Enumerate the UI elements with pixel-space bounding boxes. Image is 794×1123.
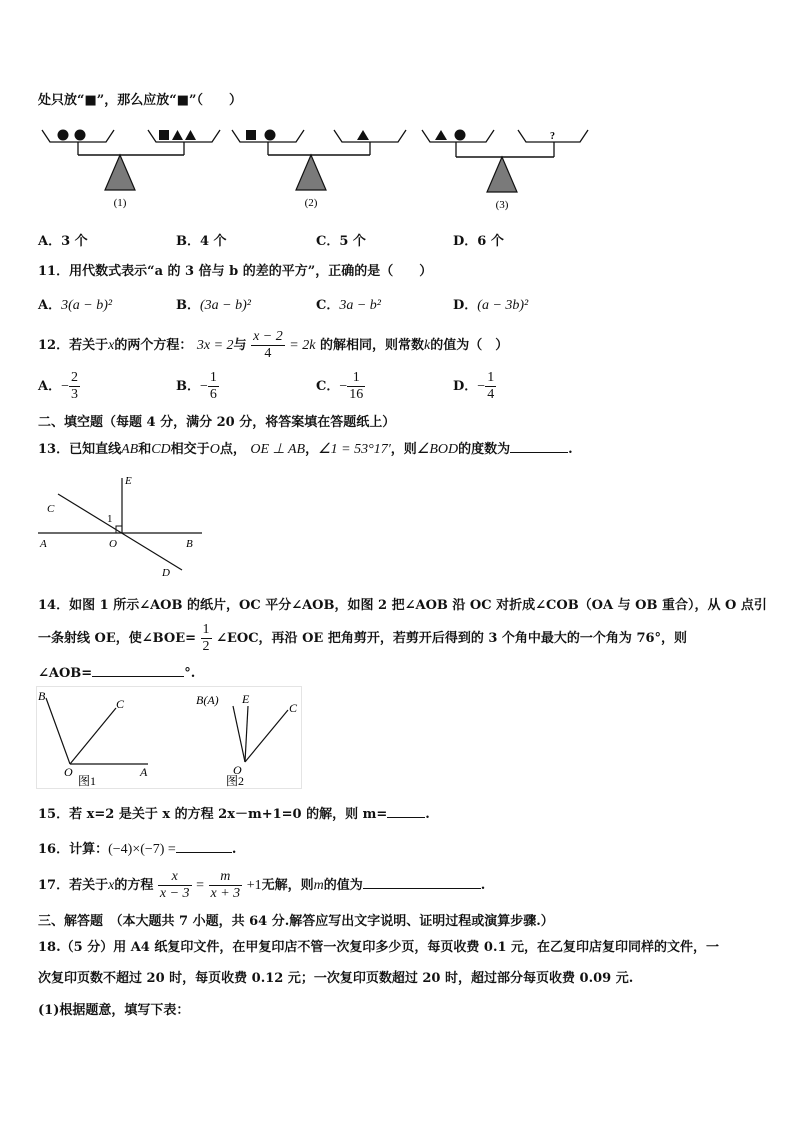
q13-label-d: D — [162, 567, 170, 579]
q17-f2-num: m — [209, 869, 243, 886]
q14-f1-label-c: C — [116, 697, 125, 711]
intro-line: 处只放“■”，那么应放“■”（ ） — [38, 93, 242, 108]
q14-f1-label-o: O — [64, 765, 73, 779]
q13-line-ab: AB — [121, 442, 139, 457]
q13-t4: 点， — [219, 442, 246, 457]
q11-option-a-label: A． — [38, 298, 62, 313]
q11-option-d — [453, 294, 528, 314]
q14-figures — [36, 686, 306, 790]
square-shape — [246, 130, 256, 140]
balance-3 — [422, 130, 588, 212]
q17-var-x: x — [108, 878, 115, 893]
q14-line3-post: °. — [184, 666, 196, 681]
q11-option-c-label: C． — [316, 298, 340, 313]
triangle-shape — [357, 130, 369, 140]
q17-f1-den: x − 3 — [159, 886, 190, 901]
q12-with: 与 — [233, 338, 247, 353]
question-mark: ? — [550, 131, 555, 142]
q12-frac-den: 4 — [264, 346, 272, 361]
triangle-shape — [185, 130, 196, 140]
q12-option-b-den: 6 — [209, 387, 217, 402]
minus-sign: − — [339, 379, 348, 394]
answer-blank — [92, 664, 184, 677]
q11-option-a-expr: 3(a − b)² — [61, 298, 113, 313]
q12-frac-num: x − 2 — [253, 329, 283, 344]
q12-var-x: x — [108, 338, 115, 353]
q13-stem — [38, 438, 573, 458]
q12-option-a-num: 2 — [71, 370, 78, 385]
q11-option-c — [316, 294, 381, 314]
q14-figure-1 — [38, 689, 148, 788]
minus-sign: − — [200, 379, 208, 394]
q17-post: 无解，则 — [261, 878, 314, 893]
section-3-heading: 三、解答题 （本大题共 7 小题，共 64 分.解答应写出文字说明、证明过程或演算步骤.） — [38, 914, 554, 929]
q13-figure — [34, 470, 209, 582]
balance-1 — [42, 130, 220, 210]
q17-tail: 的值为 — [323, 878, 363, 893]
q12-eq1: 3x = 2 — [196, 338, 234, 353]
circle-shape — [455, 130, 466, 141]
q12-option-d-label: D． — [453, 379, 478, 394]
q13-t7: 的度数为 — [458, 442, 511, 457]
q13-t8: . — [568, 442, 573, 457]
circle-shape — [265, 130, 276, 141]
q15-post: . — [425, 807, 430, 822]
circle-shape — [58, 130, 69, 141]
q18-line1: 18.（5 分）用 A4 纸复印文件，在甲复印店不管一次复印多少页，每页收费 0.1 元，在乙复印店复印同样的文件，一 — [38, 940, 720, 955]
balance-3-label: (3) — [495, 199, 509, 211]
q13-t5: ， — [305, 442, 319, 457]
q14-line1: 14．如图 1 所示∠AOB 的纸片，OC 平分∠AOB，如图 2 把∠AOB 沿 OC 对折成∠COB（OA 与 OB 重合），从 O 点引 — [38, 598, 767, 613]
balance-2-label: (2) — [304, 197, 318, 209]
q17-var-m: m — [313, 878, 324, 893]
minus-sign: − — [61, 379, 69, 394]
answer-blank — [387, 805, 425, 818]
q17-fraction-2 — [209, 869, 243, 902]
q12-mid2: 的解相同，则常数 — [319, 338, 424, 353]
q10-option-b: B．4 个 — [176, 234, 227, 249]
q14-f2-label-ba: B(A) — [196, 693, 219, 707]
fulcrum — [487, 157, 517, 192]
q14-figure-2 — [196, 692, 298, 788]
q12-prefix: 12．若关于 — [38, 338, 109, 353]
q13-cond2: ∠1 = 53°17′ — [318, 442, 391, 457]
q13-label-1: 1 — [107, 513, 113, 525]
fulcrum — [296, 155, 326, 190]
q14-f2-label-o: O — [233, 763, 242, 777]
q17-f2-den: x + 3 — [210, 886, 241, 901]
q11-option-d-label: D． — [453, 298, 478, 313]
q14-frac-num: 1 — [202, 622, 210, 637]
q17-fraction-1 — [158, 869, 192, 902]
q12-option-b-label: B． — [176, 379, 200, 394]
q11-stem: 11．用代数式表示“a 的 3 倍与 b 的差的平方”，正确的是（ ） — [38, 264, 433, 279]
q13-t3: 相交于 — [170, 442, 210, 457]
q13-label-c: C — [47, 503, 55, 515]
q14-line2 — [38, 622, 687, 655]
q12-option-a-label: A． — [38, 379, 62, 394]
q17-pre: 17．若关于 — [38, 878, 109, 893]
q12-suffix: 的值为（ ） — [430, 338, 509, 353]
q15-stem — [38, 803, 430, 822]
q15-pre: 15．若 x=2 是关于 x 的方程 2x－m+1=0 的解，则 m= — [38, 807, 388, 822]
q14-line2-pre: 一条射线 OE，使∠BOE= — [38, 631, 197, 646]
q16-stem — [38, 838, 236, 858]
q13-point-o: O — [209, 442, 220, 457]
q14-f2-caption: 图2 — [226, 774, 245, 788]
circle-shape — [75, 130, 86, 141]
q13-label-a: A — [40, 538, 47, 550]
q10-option-c: C．5 个 — [316, 234, 366, 249]
q12-mid1: 的两个方程： — [114, 338, 193, 353]
q13-line-cd: CD — [151, 442, 171, 457]
q10-option-a: A．3 个 — [38, 234, 88, 249]
q17-mid: 的方程 — [114, 878, 154, 893]
q12-option-d-den: 4 — [487, 387, 495, 402]
q12-fraction — [251, 329, 285, 362]
q12-option-a-frac — [69, 370, 80, 403]
answer-blank — [176, 840, 232, 853]
q14-line2-post: ∠EOC，再沿 OE 把角剪开，若剪开后得到的 3 个角中最大的一个角为 76°，则 — [216, 631, 688, 646]
q12-option-c — [316, 370, 365, 403]
q14-f2-label-c: C — [289, 701, 298, 715]
q13-t1: 13．已知直线 — [38, 442, 122, 457]
q16-post: . — [231, 842, 237, 857]
balance-2 — [232, 130, 406, 210]
q13-label-b: B — [186, 538, 193, 550]
balance-1-label: (1) — [113, 197, 127, 209]
q14-line3 — [38, 664, 195, 681]
q11-option-b-expr: (3a − b)² — [200, 298, 251, 313]
q11-option-b — [176, 294, 251, 314]
square-shape — [159, 130, 169, 140]
q12-option-c-den: 16 — [349, 387, 364, 402]
triangle-shape — [435, 130, 447, 140]
q12-option-c-frac — [347, 370, 365, 403]
q12-option-b-frac — [208, 370, 219, 403]
q16-pre: 16．计算： — [38, 842, 109, 857]
q17-stem — [38, 869, 485, 902]
minus-sign: − — [477, 379, 486, 394]
q10-option-d: D．6 个 — [453, 234, 504, 249]
q17-eq: = — [196, 878, 204, 893]
q12-option-b — [176, 370, 219, 403]
q18-line2: 次复印页数不超过 20 时，每页收费 0.12 元；一次复印页数超过 20 时，超过部分每页收费 0.09 元. — [38, 971, 634, 986]
answer-blank — [363, 876, 481, 889]
q14-line3-pre: ∠AOB= — [38, 666, 93, 681]
q17-f1-num: x — [158, 869, 192, 886]
q16-expr: (−4)×(−7) = — [108, 842, 176, 857]
q14-f1-caption: 图1 — [78, 774, 97, 788]
q13-cond1: OE ⊥ AB — [250, 442, 306, 457]
answer-blank — [510, 440, 568, 453]
q11-option-d-expr: (a − 3b)² — [477, 298, 529, 313]
q12-option-d — [453, 370, 496, 403]
q12-option-c-num: 1 — [347, 370, 365, 387]
q13-t2: 和 — [138, 442, 152, 457]
fulcrum — [105, 155, 135, 190]
q11-option-b-label: B． — [176, 298, 200, 313]
q12-option-d-frac — [485, 370, 496, 403]
q11-option-a — [38, 294, 112, 314]
q12-option-d-num: 1 — [487, 370, 495, 385]
q18-part1: (1)根据题意，填写下表： — [38, 1003, 190, 1018]
q11-option-c-expr: 3a − b² — [339, 298, 382, 313]
q14-fraction — [201, 622, 212, 655]
q13-label-e: E — [125, 475, 132, 487]
q12-option-b-num: 1 — [209, 370, 217, 385]
q12-var-k: k — [424, 338, 431, 353]
balance-figures — [38, 122, 598, 217]
triangle-shape — [172, 130, 183, 140]
q13-t6: ，则 — [390, 442, 417, 457]
q12-option-c-label: C． — [316, 379, 340, 394]
q14-f1-label-a: A — [140, 765, 148, 779]
q17-end: . — [480, 878, 486, 893]
q12-option-a-den: 3 — [71, 387, 78, 402]
q14-f2-label-e: E — [242, 692, 250, 706]
q13-label-o: O — [109, 538, 117, 550]
q14-f1-label-b: B — [38, 689, 46, 703]
q14-frac-den: 2 — [202, 639, 210, 654]
section-2-heading: 二、填空题（每题 4 分，满分 20 分，将答案填在答题纸上） — [38, 415, 396, 430]
q12-option-a — [38, 370, 80, 403]
q17-plus: +1 — [246, 878, 262, 893]
q12-stem — [38, 329, 508, 362]
q12-eq2-rhs: = 2k — [289, 338, 316, 353]
q13-target: ∠BOD — [416, 442, 459, 457]
